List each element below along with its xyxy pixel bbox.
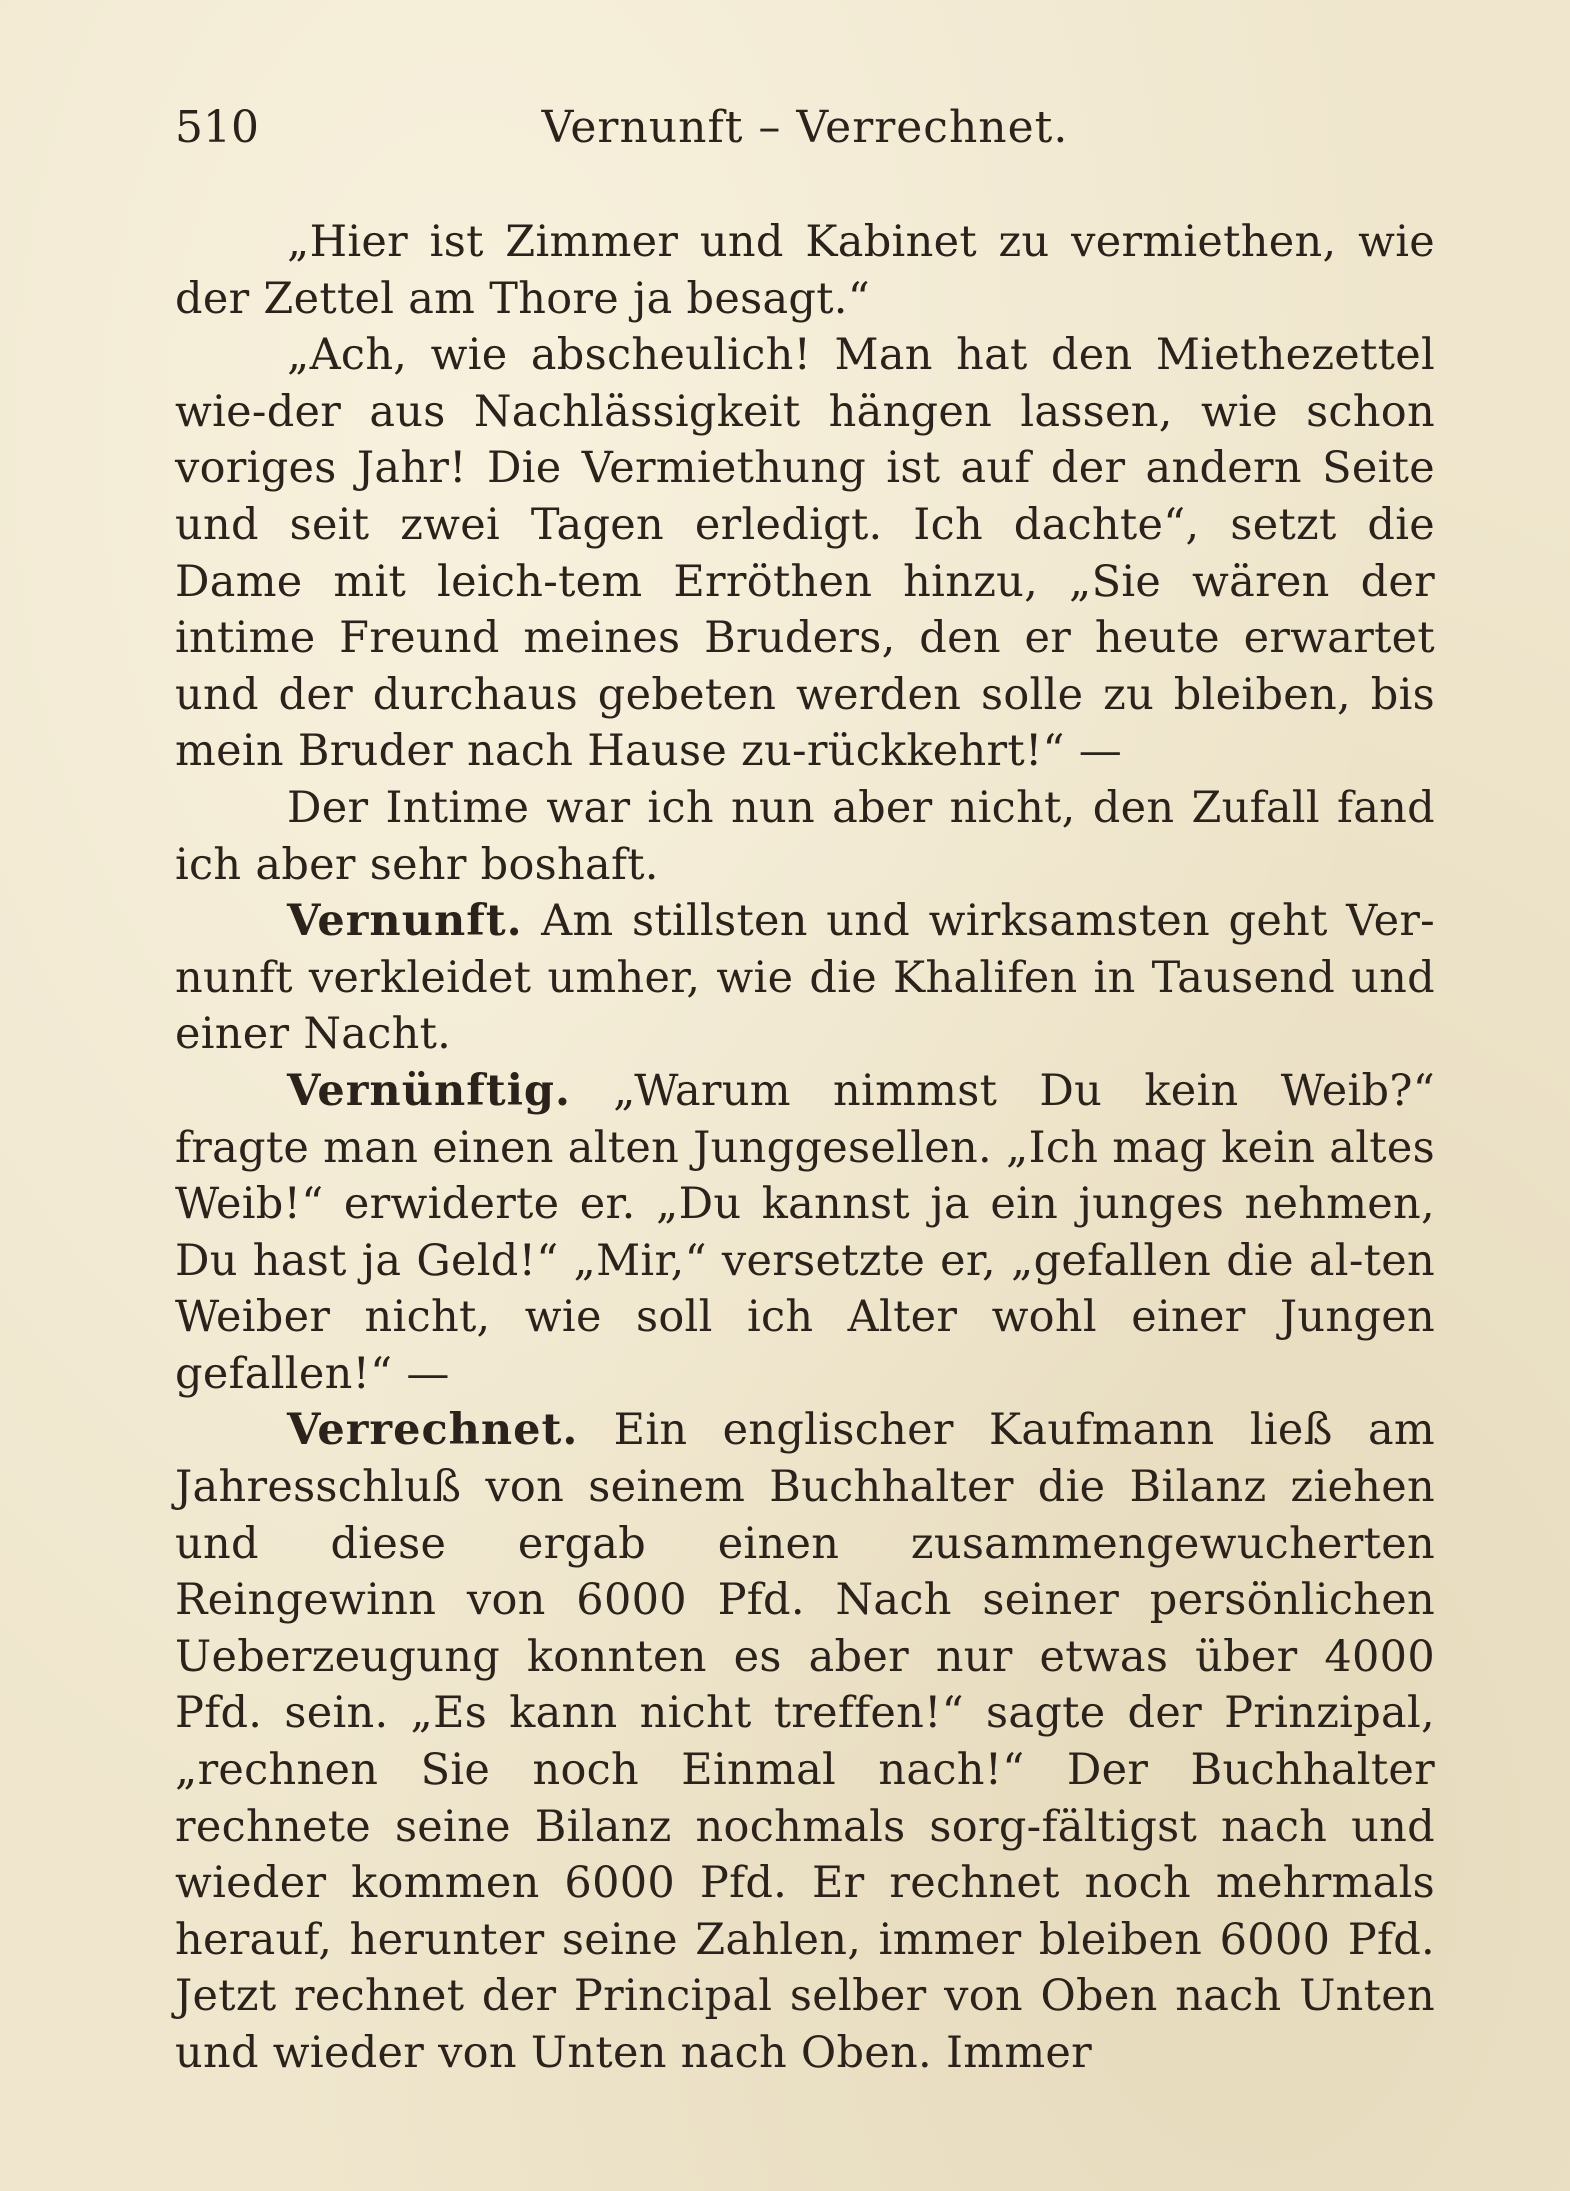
entry-headword: Vernunft. xyxy=(287,896,523,947)
page-header xyxy=(175,96,1435,160)
entry-text: „Warum nimmst Du kein Weib?“ fragte man einen alten Junggesellen. „Ich mag kein altes Weib!“ erwiderte er. „Du kannst ja ein junges nehmen, Du hast ja Geld!“ „Mir,“ versetzte er, „gefallen die al-ten Weiber nicht, wie soll ich Alter wohl einer Jungen gefallen!“ — xyxy=(175,1065,1435,1399)
page-number: 510 xyxy=(175,102,259,153)
running-head: Vernunft – Verrechnet. xyxy=(541,102,1069,153)
paragraph-text: „Hier ist Zimmer und Kabinet zu vermiethen, wie der Zettel am Thore ja besagt.“ xyxy=(175,217,1435,324)
dictionary-entry xyxy=(175,893,1435,1063)
body-text xyxy=(175,214,1435,2082)
paragraph xyxy=(175,780,1435,893)
paragraph xyxy=(175,214,1435,327)
paragraph-text: Der Intime war ich nun aber nicht, den Zufall fand ich aber sehr boshaft. xyxy=(175,782,1435,890)
dictionary-entry xyxy=(175,1063,1435,1403)
dictionary-entry xyxy=(175,1402,1435,2081)
paragraph xyxy=(175,327,1435,780)
entry-text: Am stillsten und wirksamsten geht Ver-nunft verkleidet umher, wie die Khalifen in Tausend und einer Nacht. xyxy=(175,896,1436,1060)
paragraph-text: „Ach, wie abscheulich! Man hat den Miethezettel wie-der aus Nachlässigkeit hängen lassen, wie schon voriges Jahr! Die Vermiethung ist auf der andern Seite und seit zwei Tagen erledigt. Ich dachte“, setzt die Dame mit leich-tem Erröthen hinzu, „Sie wären der intime Freund meines Bruders, den er heute erwartet und der durchaus gebeten werden solle zu bleiben, bis mein Bruder nach Hause zu-rückkehrt!“ — xyxy=(175,330,1435,777)
entry-text: Ein englischer Kaufmann ließ am Jahresschluß von seinem Buchhalter die Bilanz ziehen und diese ergab einen zusammengewucherten Reingewinn von 6000 Pfd. Nach seiner persönlichen Ueberzeugung konnten es aber nur etwas über 4000 Pfd. sein. „Es kann nicht treffen!“ sagte der Prinzipal, „rechnen Sie noch Einmal nach!“ Der Buchhalter rechnete seine Bilanz nochmals sorg-fältigst nach und wieder kommen 6000 Pfd. Er rechnet noch mehrmals herauf, herunter seine Zahlen, immer bleiben 6000 Pfd. Jetzt rechnet der Principal selber von Oben nach Unten und wieder von Unten nach Oben. Immer xyxy=(175,1405,1435,2078)
entry-headword: Verrechnet. xyxy=(287,1405,579,1456)
entry-headword: Vernünftig. xyxy=(287,1065,571,1116)
